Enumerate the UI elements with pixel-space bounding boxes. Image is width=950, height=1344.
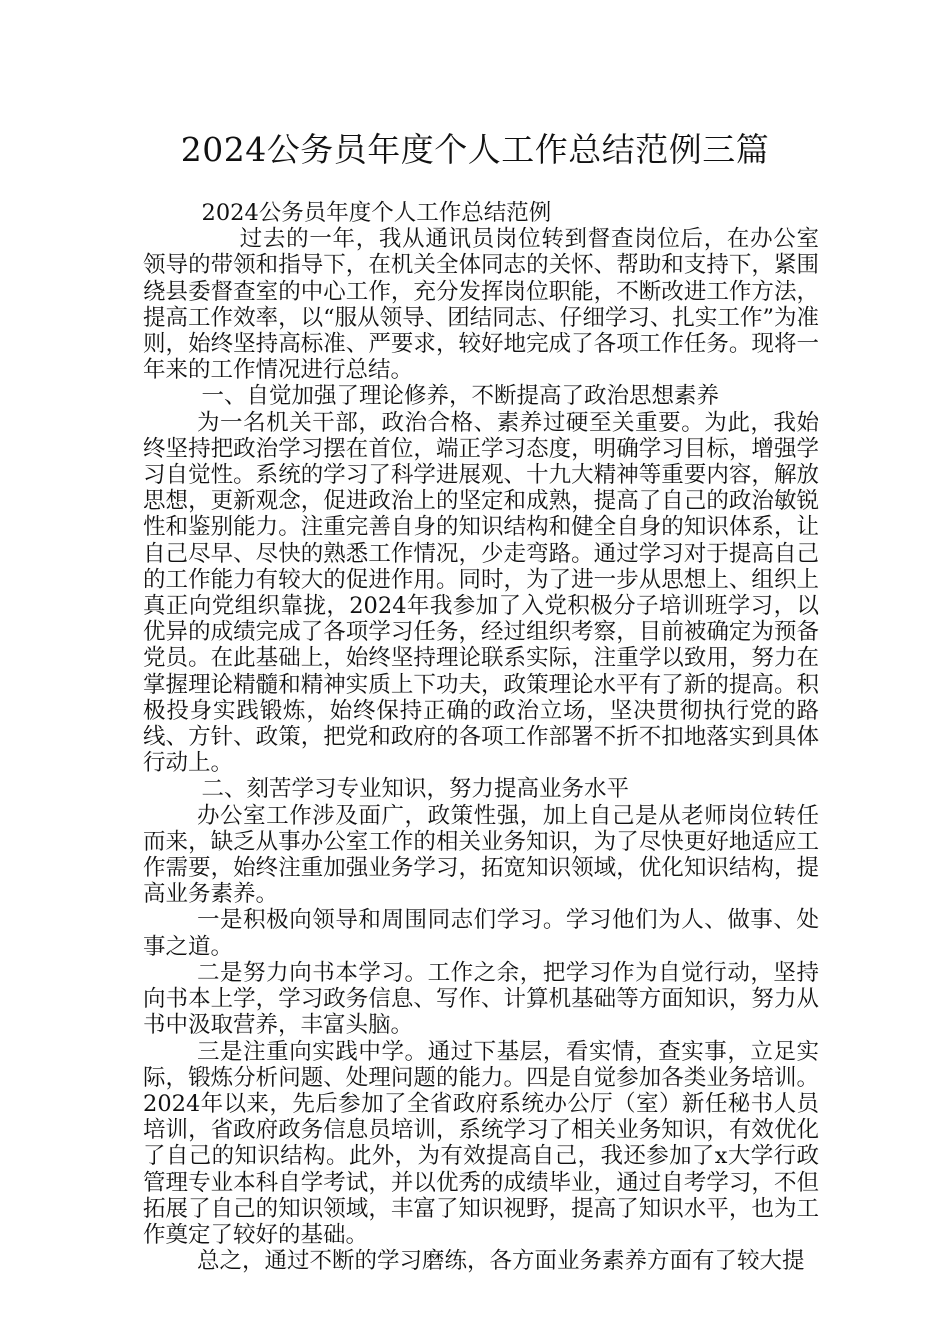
paragraph-summary: 总之，通过不断的学习磨练，各方面业务素养方面有了较大提: [197, 1248, 805, 1275]
paragraph-point-2: 二是努力向书本学习。工作之余，把学习作为自觉行动，坚持向书本上学，学习政务信息、写作、计算机基础等方面知识，努力从书中汲取营养，丰富头脑。: [143, 959, 819, 1039]
paragraph-intro: 过去的一年，我从通讯员岗位转到督查岗位后，在办公室领导的带领和指导下，在机关全体同志的关怀、帮助和支持下，紧围绕县委督查室的中心工作，充分发挥岗位职能，不断改进工作方法，提高工作效率，以“服从领导、团结同志、仔细学习、扎实工作”为准则，始终坚持高标准、严要求，较好地完成了各项工作任务。现将一年来的工作情况进行总结。: [143, 226, 819, 384]
document-title: 2024公务员年度个人工作总结范例三篇: [180, 130, 770, 169]
paragraph-section-2: 办公室工作涉及面广，政策性强，加上自己是从老师岗位转任而来，缺乏从事办公室工作的相关业务知识，为了尽快更好地适应工作需要，始终注重加强业务学习，拓宽知识领域，优化知识结构，提高业务素养。: [143, 802, 819, 908]
paragraph-section-1: 为一名机关干部，政治合格、素养过硬至关重要。为此，我始终坚持把政治学习摆在首位，端正学习态度，明确学习目标，增强学习自觉性。系统的学习了科学进展观、十九大精神等重要内容，解放思想，更新观念，促进政治上的坚定和成熟，提高了自己的政治敏锐性和鉴别能力。注重完善自身的知识结构和健全自身的知识体系，让自己尽早、尽快的熟悉工作情况，少走弯路。通过学习对于提高自己的工作能力有较大的促进作用。同时，为了进一步从思想上、组织上真正向党组织靠拢，2024年我参加了入党积极分子培训班学习，以优异的成绩完成了各项学习任务，经过组织考察，目前被确定为预备党员。在此基础上，始终坚持理论联系实际，注重学以致用，努力在掌握理论精髓和精神实质上下功夫，政策理论水平有了新的提高。积极投身实践锻炼，始终保持正确的政治立场，坚决贯彻执行党的路线、方针、政策，把党和政府的各项工作部署不折不扣地落实到具体行动上。: [143, 409, 819, 777]
paragraph-point-3: 三是注重向实践中学。通过下基层，看实情，查实事，立足实际，锻炼分析问题、处理问题的能力。四是自觉参加各类业务培训。2024年以来，先后参加了全省政府系统办公厅（室）新任秘书人员培训，省政府政务信息员培训，系统学习了相关业务知识，有效优化了自己的知识结构。此外，为有效提高自己，我还参加了x大学行政管理专业本科自学考试，并以优秀的成绩毕业，通过自考学习，不但拓展了自己的知识领域，丰富了知识视野，提高了知识水平，也为工作奠定了较好的基础。: [143, 1038, 819, 1248]
document-subtitle: 2024公务员年度个人工作总结范例: [201, 200, 552, 226]
section-heading-1: 一、自觉加强了理论修养，不断提高了政治思想素养: [201, 383, 720, 410]
section-heading-2: 二、刻苦学习专业知识，努力提高业务水平: [201, 776, 630, 803]
paragraph-point-1: 一是积极向领导和周围同志们学习。学习他们为人、做事、处事之道。: [143, 907, 819, 960]
document-body: [143, 200, 819, 1274]
